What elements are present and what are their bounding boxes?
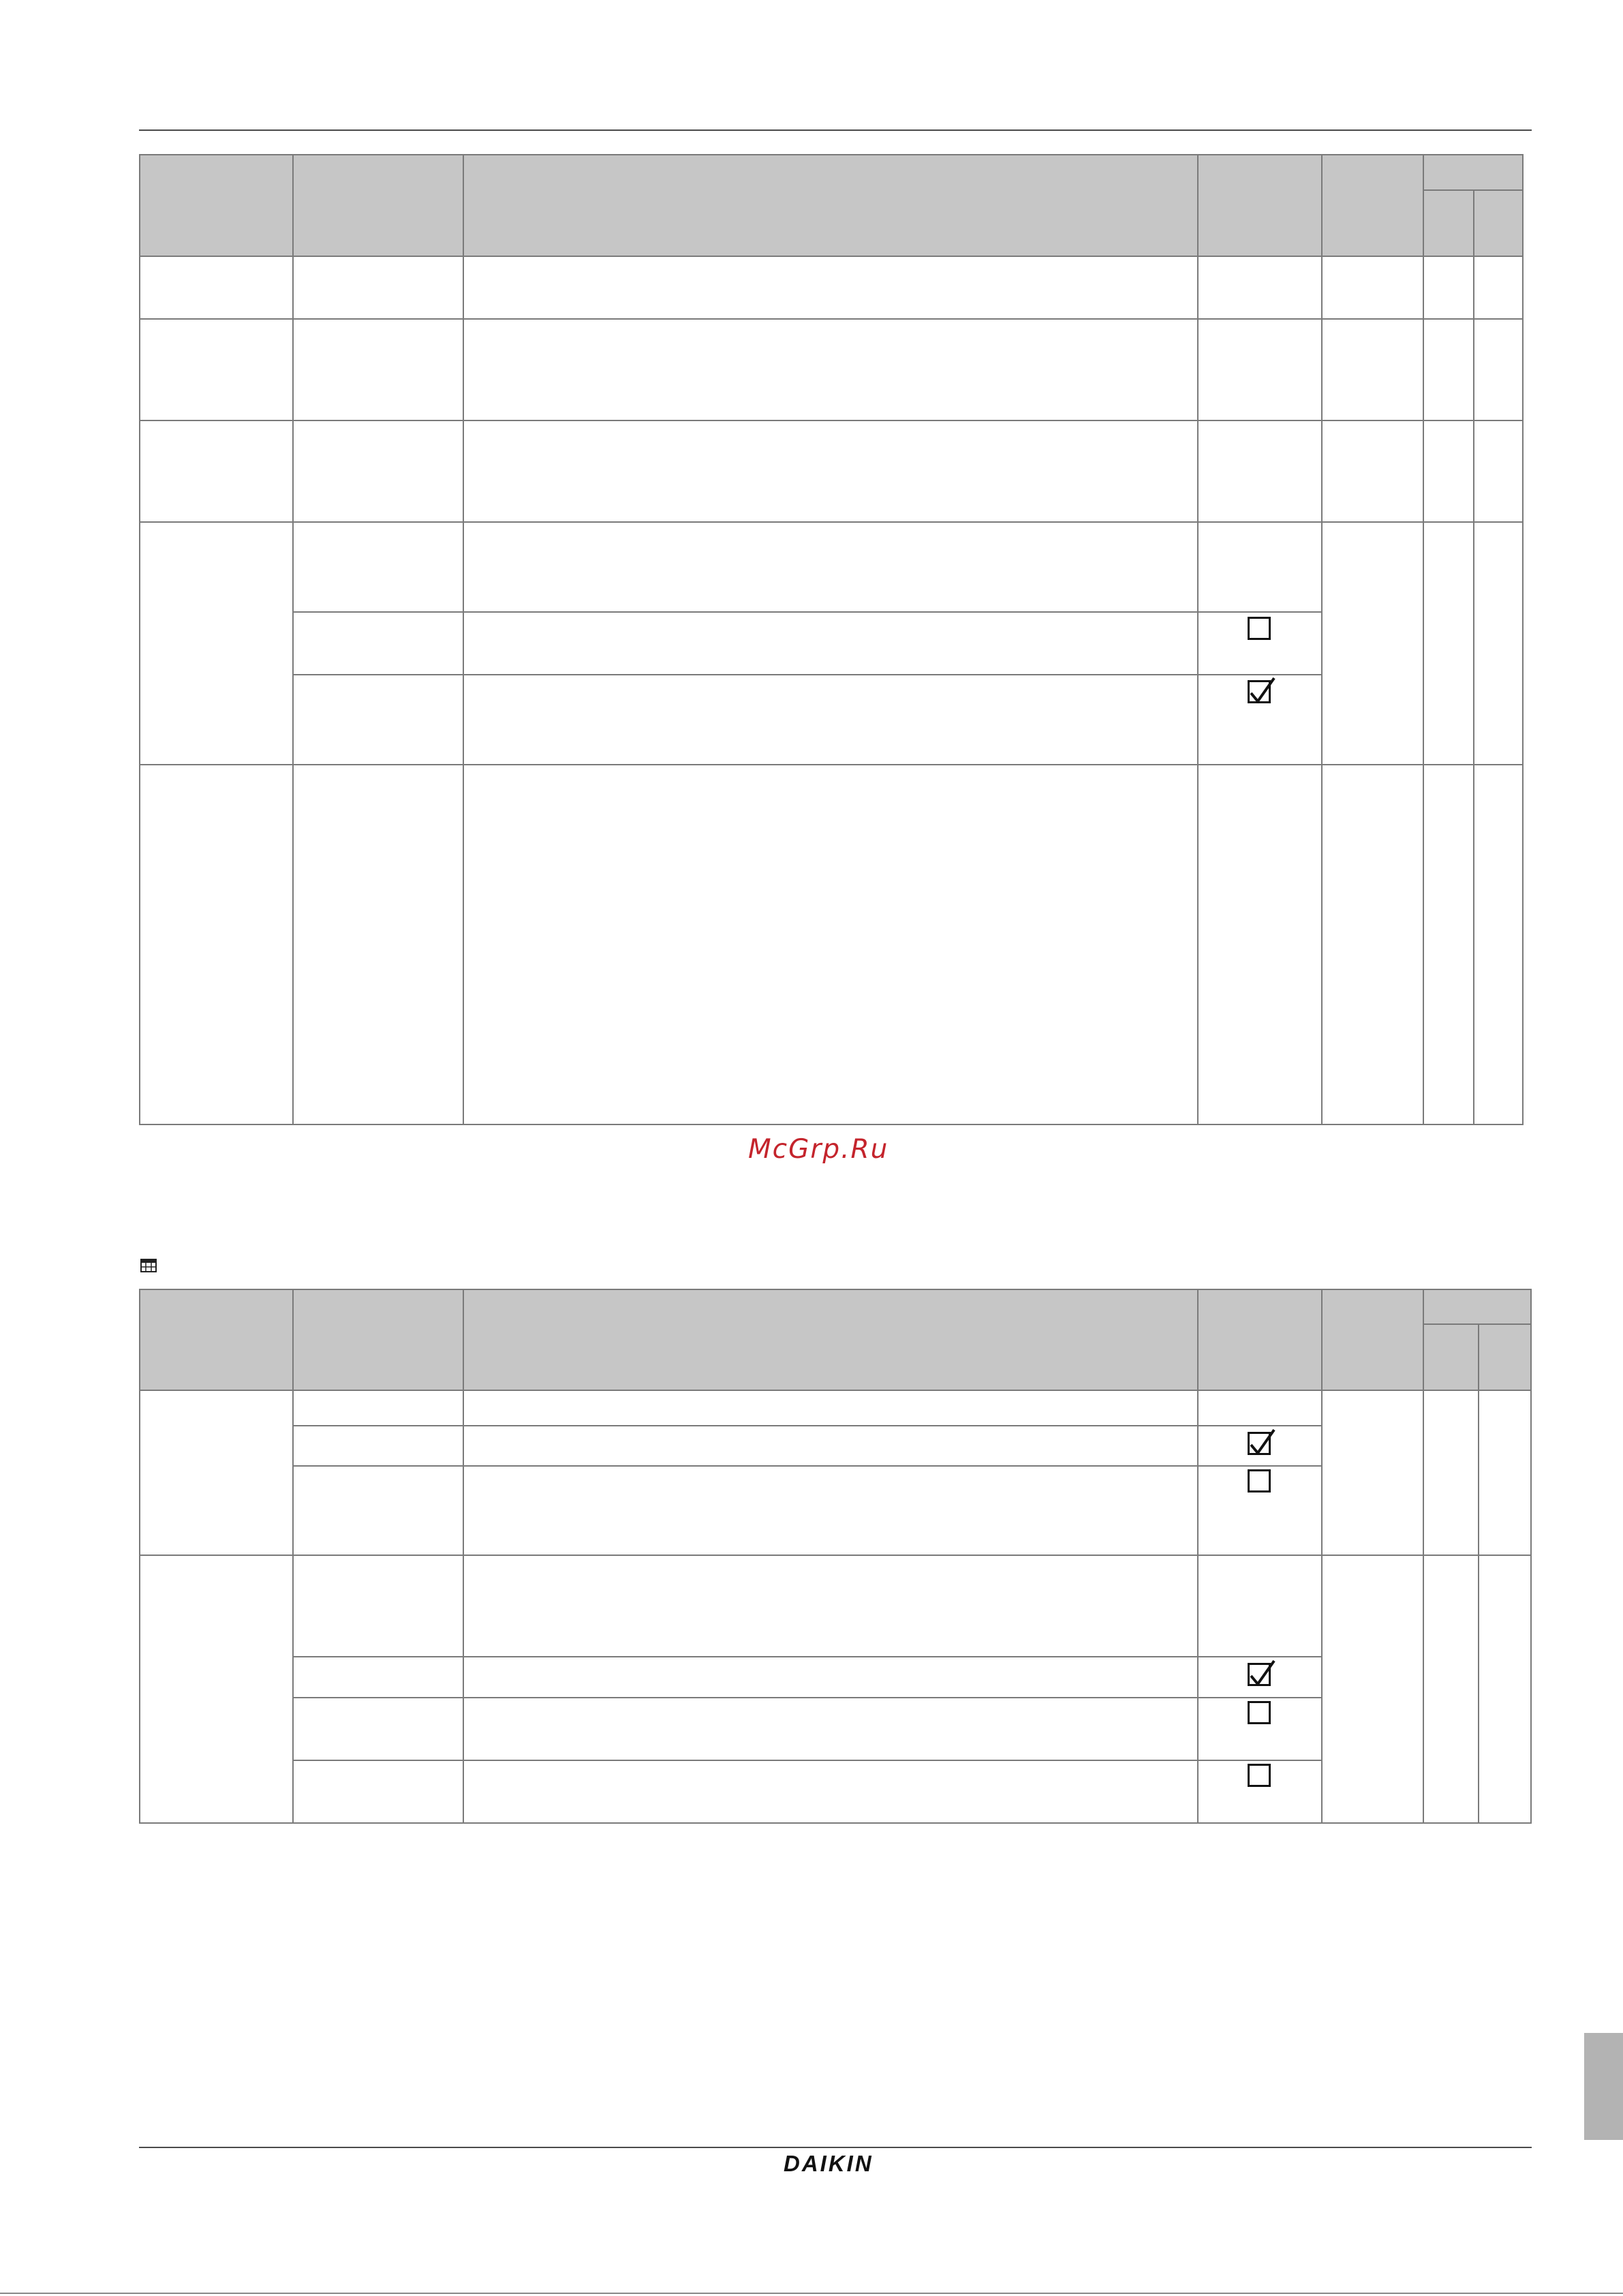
option-checkbox[interactable] <box>1248 617 1271 640</box>
table2-row4-col4 <box>1199 1556 1323 1657</box>
table1-row7-col6 <box>1424 765 1474 1125</box>
table1-row3-col4 <box>1199 421 1323 523</box>
table1-block1-col1 <box>139 523 294 765</box>
table2-row1-col2 <box>294 1391 464 1426</box>
table1-row7-col5 <box>1323 765 1424 1125</box>
brand-logo: DAIKIN <box>784 2151 874 2176</box>
table1-header-col5 <box>1323 154 1424 257</box>
table1-row2-col4 <box>1199 320 1323 421</box>
table1-header-group <box>1424 154 1524 191</box>
table1-header-sub1 <box>1424 191 1474 257</box>
table1-block1-col5 <box>1323 523 1424 765</box>
table2-row3-col2 <box>294 1467 464 1556</box>
table2-blockB-col6 <box>1424 1556 1479 1824</box>
table2-row5-col2 <box>294 1657 464 1698</box>
table1-row6-col4 <box>1199 675 1323 765</box>
table1-block1-col6 <box>1424 523 1474 765</box>
table2-header-col2 <box>294 1289 464 1391</box>
checkmark-icon <box>1247 674 1280 707</box>
table1-header-sub2 <box>1474 191 1524 257</box>
table2-blockB-col7 <box>1479 1556 1532 1824</box>
header-rule <box>139 129 1532 131</box>
table1-block1-col7 <box>1474 523 1524 765</box>
table2-blockB-col5 <box>1323 1556 1424 1824</box>
table1-header-col2 <box>294 154 464 257</box>
table2-header-sub2 <box>1479 1325 1532 1391</box>
table2-header-col4 <box>1199 1289 1323 1391</box>
table2-row7-col4 <box>1199 1761 1323 1824</box>
table1-row7-col1 <box>139 765 294 1125</box>
option-checkbox[interactable] <box>1248 1469 1271 1493</box>
table2-row1-col4 <box>1199 1391 1323 1426</box>
table2-row4-col2 <box>294 1556 464 1657</box>
table1-row1-col5 <box>1323 257 1424 320</box>
table1-row2-col1 <box>139 320 294 421</box>
table1-row1-col7 <box>1474 257 1524 320</box>
table2-blockB-col1 <box>139 1556 294 1824</box>
table1-row3-col3 <box>464 421 1199 523</box>
table1-row2-col6 <box>1424 320 1474 421</box>
table2-row3-col4 <box>1199 1467 1323 1556</box>
table1-row2-col7 <box>1474 320 1524 421</box>
table1-row7-col4 <box>1199 765 1323 1125</box>
table1-row5-col3 <box>464 613 1199 675</box>
table1-row5-col2 <box>294 613 464 675</box>
table2-row7-col3 <box>464 1761 1199 1824</box>
table2-header-col5 <box>1323 1289 1424 1391</box>
option-checkbox[interactable] <box>1248 1764 1271 1787</box>
table1-row6-col2 <box>294 675 464 765</box>
table1-header-col1 <box>139 154 294 257</box>
table2-row2-col2 <box>294 1426 464 1467</box>
bottom-edge-rule <box>0 2293 1623 2294</box>
table2-header-col3 <box>464 1289 1199 1391</box>
table2-row3-col3 <box>464 1467 1199 1556</box>
table2-blockA-col7 <box>1479 1391 1532 1556</box>
table1-row4-col3 <box>464 523 1199 613</box>
table1-row3-col2 <box>294 421 464 523</box>
watermark: McGrp.Ru <box>748 1134 889 1165</box>
table1-row3-col1 <box>139 421 294 523</box>
table-icon <box>140 1259 157 1272</box>
table1-row2-col3 <box>464 320 1199 421</box>
table2-row6-col3 <box>464 1698 1199 1761</box>
table2-row7-col2 <box>294 1761 464 1824</box>
table2-header-sub1 <box>1424 1325 1479 1391</box>
table2-row5-col3 <box>464 1657 1199 1698</box>
table1-row3-col7 <box>1474 421 1524 523</box>
table2-row2-col3 <box>464 1426 1199 1467</box>
table1-row1-col1 <box>139 257 294 320</box>
footer-rule <box>139 2147 1532 2148</box>
table2-header-group <box>1424 1289 1532 1325</box>
chapter-tab <box>1584 2033 1623 2140</box>
table1-row7-col2 <box>294 765 464 1125</box>
table1-row6-col3 <box>464 675 1199 765</box>
table2-row6-col4 <box>1199 1698 1323 1761</box>
table1-row2-col5 <box>1323 320 1424 421</box>
table2-row4-col3 <box>464 1556 1199 1657</box>
option-checkbox-checked[interactable] <box>1248 1663 1271 1686</box>
table1-row7-col3 <box>464 765 1199 1125</box>
table2-blockA-col6 <box>1424 1391 1479 1556</box>
table1-row3-col5 <box>1323 421 1424 523</box>
table1-row3-col6 <box>1424 421 1474 523</box>
checkmark-icon <box>1247 1657 1280 1689</box>
table2-blockA-col1 <box>139 1391 294 1556</box>
option-checkbox-checked[interactable] <box>1248 680 1271 703</box>
table2-header-col1 <box>139 1289 294 1391</box>
checkmark-icon <box>1247 1426 1280 1458</box>
table2-blockA-col5 <box>1323 1391 1424 1556</box>
table2-row5-col4 <box>1199 1657 1323 1698</box>
table1-row7-col7 <box>1474 765 1524 1125</box>
table1-row5-col4 <box>1199 613 1323 675</box>
table1-row4-col4 <box>1199 523 1323 613</box>
table2-row2-col4 <box>1199 1426 1323 1467</box>
table1-header-col3 <box>464 154 1199 257</box>
table1-row1-col3 <box>464 257 1199 320</box>
table1-row2-col2 <box>294 320 464 421</box>
settings-table-1 <box>139 154 1524 1125</box>
table1-header-col4 <box>1199 154 1323 257</box>
option-checkbox[interactable] <box>1248 1701 1271 1724</box>
table2-row1-col3 <box>464 1391 1199 1426</box>
table1-row4-col2 <box>294 523 464 613</box>
table1-row1-col2 <box>294 257 464 320</box>
option-checkbox-checked[interactable] <box>1248 1432 1271 1455</box>
table1-row1-col6 <box>1424 257 1474 320</box>
settings-table-2 <box>139 1289 1532 1824</box>
table2-row6-col2 <box>294 1698 464 1761</box>
table1-row1-col4 <box>1199 257 1323 320</box>
